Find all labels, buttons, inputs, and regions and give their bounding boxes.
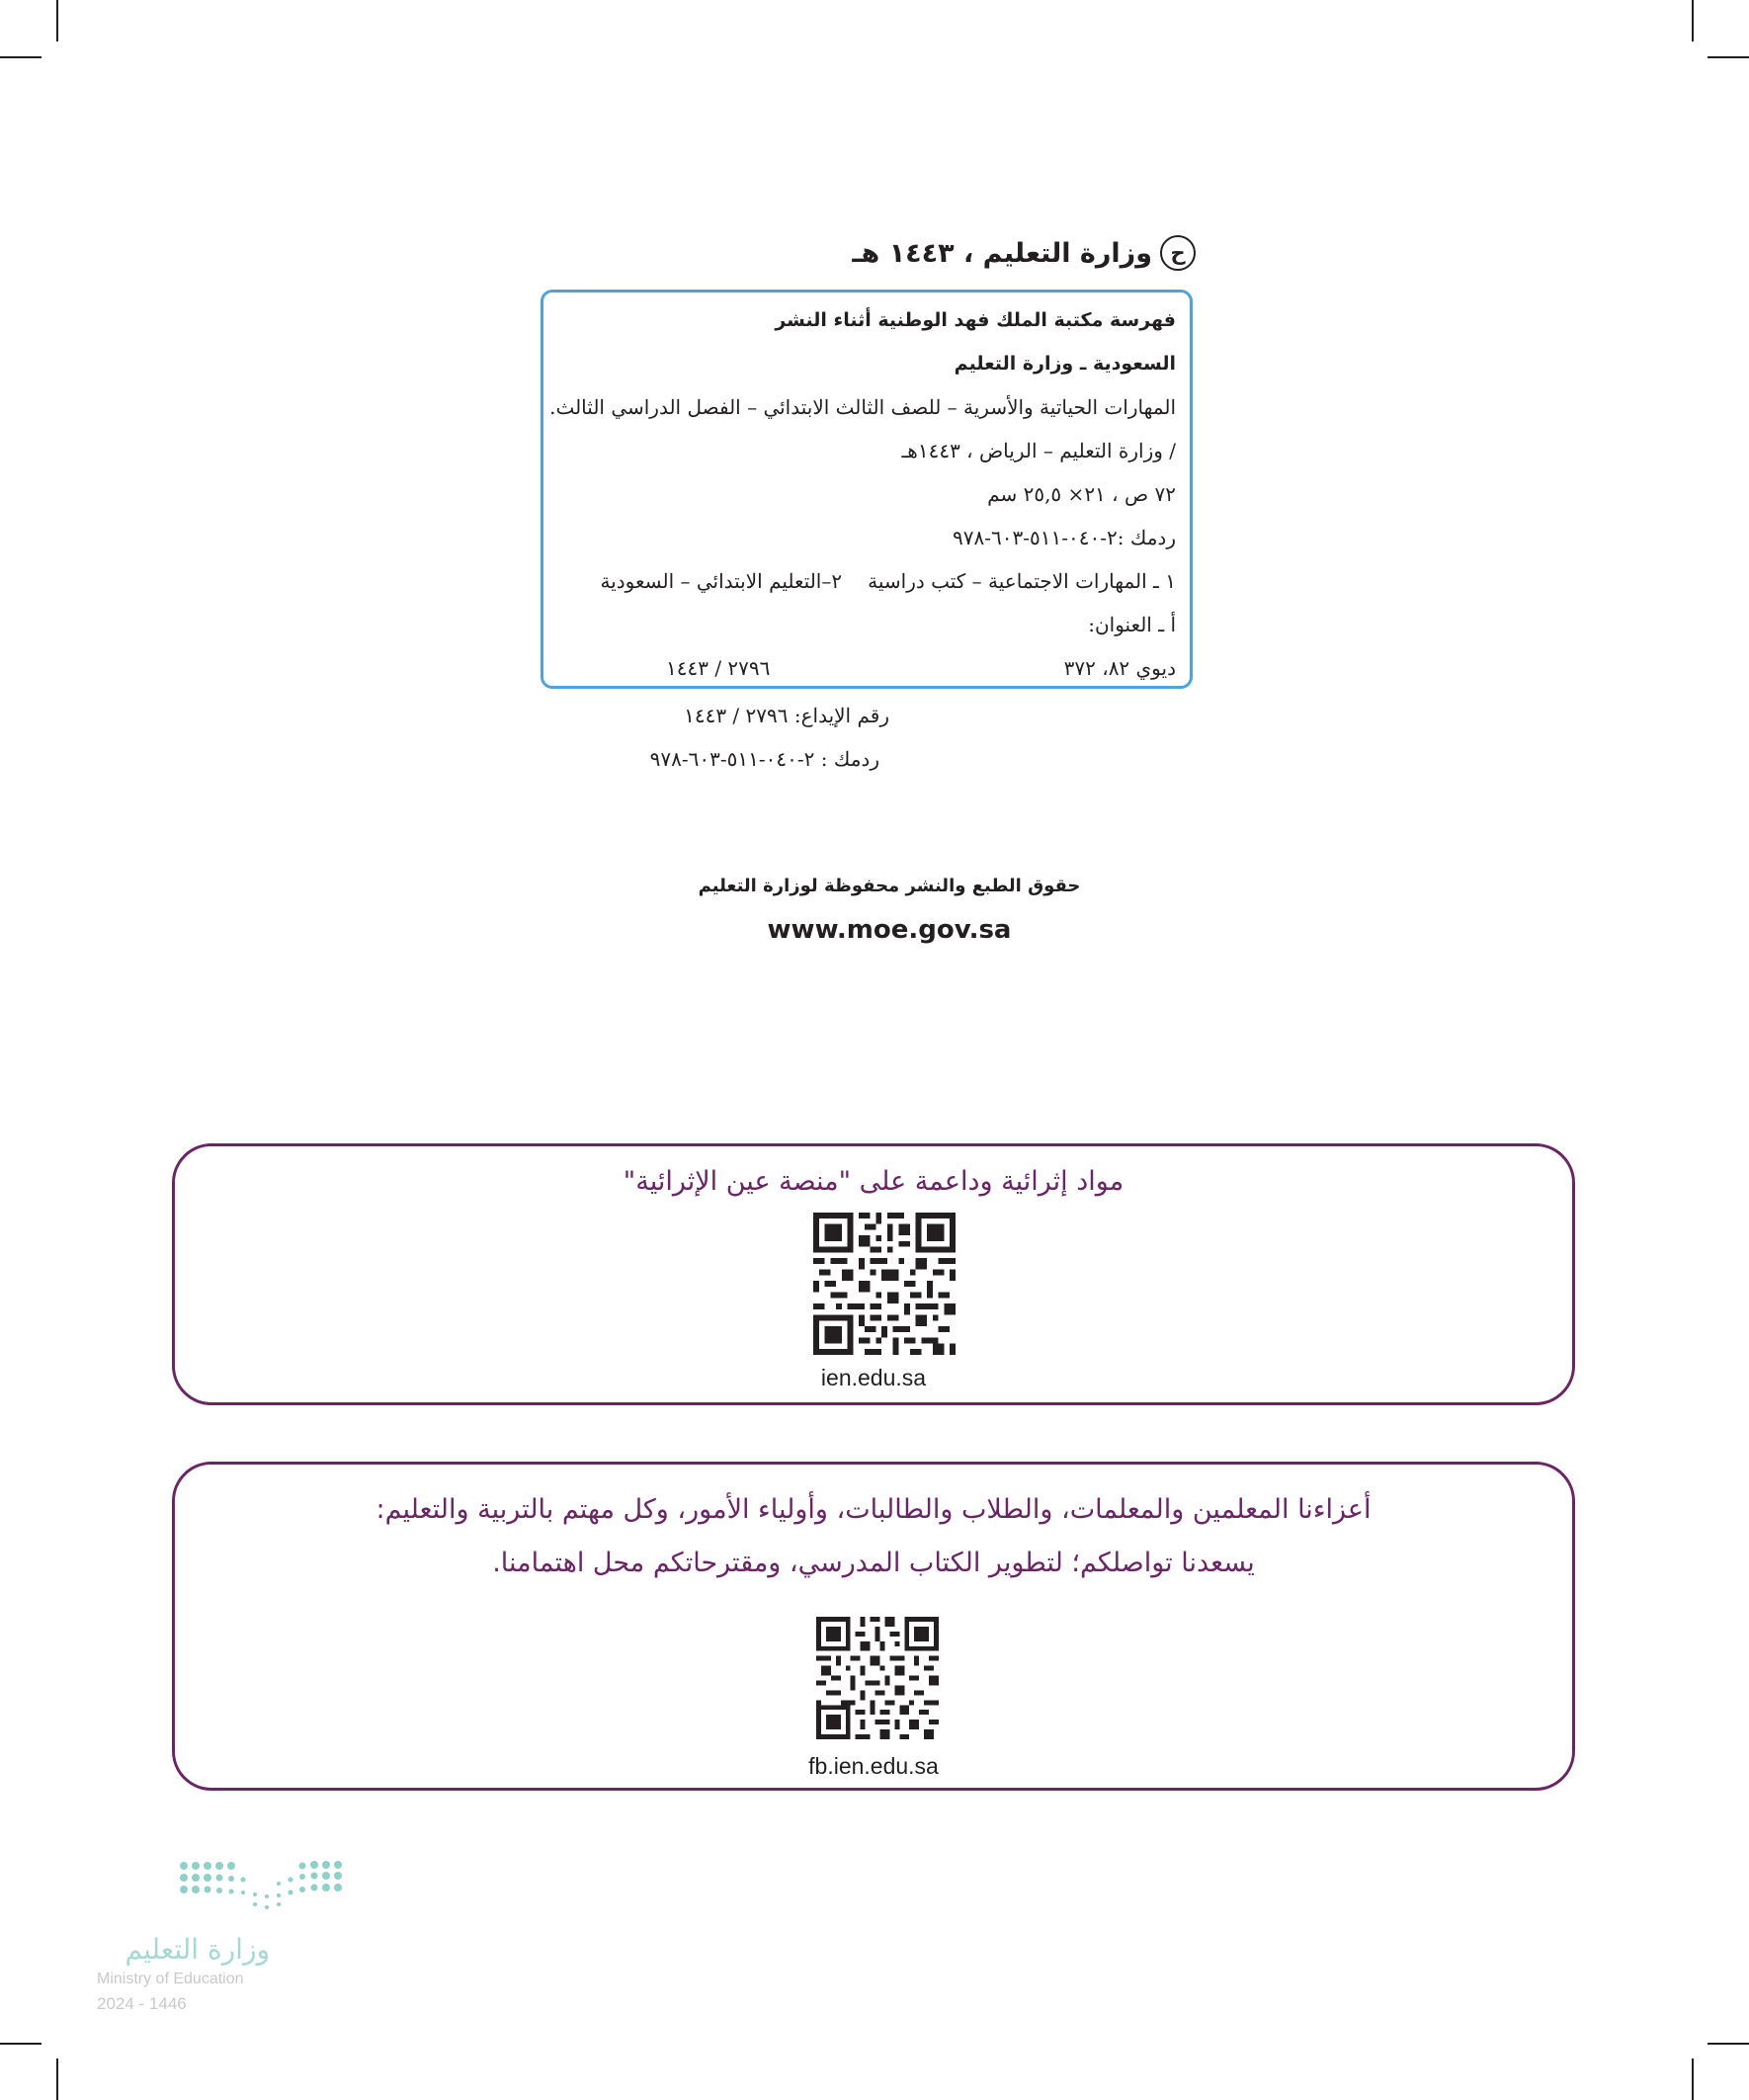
qr-code-icon[interactable] [816, 1617, 939, 1739]
deposit-number: رقم الإيداع: ٢٧٩٦ / ١٤٤٣ [684, 704, 889, 727]
copyright-symbol: ح [1160, 235, 1196, 271]
enrichment-title: مواد إثرائية وداعمة على "منصة عين الإثرائية" [623, 1166, 1124, 1197]
crop-mark [0, 2043, 42, 2045]
catalog-deposit-number: ٢٧٩٦ / ١٤٤٣ [666, 656, 771, 680]
logo-year: 2024 - 1446 [97, 1994, 187, 2013]
catalog-pages: ٧٢ ص ، ٢١× ٢٥,٥ سم [987, 482, 1176, 506]
rights-notice: حقوق الطبع والنشر محفوظة لوزارة التعليم [698, 876, 1081, 896]
catalog-subject-2: ٢–التعليم الابتدائي – السعودية [600, 569, 843, 593]
catalog-dewey-row [557, 646, 1176, 690]
logo-arabic-text: وزارة التعليم [125, 1933, 270, 1966]
feedback-box [172, 1462, 1575, 1791]
logo-english-text: Ministry of Education [97, 1971, 244, 1987]
deposit-isbn: ردمك : ٢-٠٤٠-٥١١-٦٠٣-٩٧٨ [649, 747, 879, 771]
website-link[interactable]: www.moe.gov.sa [767, 915, 1012, 945]
catalog-isbn: ردمك :٢-٠٤٠-٥١١-٦٠٣-٩٧٨ [953, 526, 1176, 549]
crop-mark [56, 0, 58, 42]
catalog-author: السعودية ـ وزارة التعليم [954, 353, 1176, 375]
catalog-subject-1: ١ ـ المهارات الاجتماعية – كتب دراسية [868, 569, 1176, 593]
catalog-title: فهرسة مكتبة الملك فهد الوطنية أثناء النشر [775, 309, 1176, 331]
feedback-line-1: أعزاءنا المعلمين والمعلمات، والطلاب والطالبات، وأولياء الأمور، وكل مهتم بالتربية والتعليم: [375, 1494, 1372, 1525]
enrichment-url[interactable]: ien.edu.sa [820, 1365, 927, 1390]
crop-mark [1707, 2043, 1749, 2045]
catalog-publisher: / وزارة التعليم – الرياض ، ١٤٤٣هـ [901, 439, 1176, 462]
catalog-title-entry: أ ـ العنوان: [1088, 613, 1176, 636]
crop-mark [1692, 2058, 1694, 2100]
ministry-logo [97, 1858, 383, 2016]
feedback-line-2: يسعدنا تواصلكم؛ لتطوير الكتاب المدرسي، ومقترحاتكم محل اهتمامنا. [492, 1548, 1255, 1578]
enrichment-box [172, 1143, 1575, 1405]
crop-mark [1707, 56, 1749, 58]
catalog-book-title: المهارات الحياتية والأسرية – للصف الثالث الابتدائي – الفصل الدراسي الثالث. [549, 395, 1176, 419]
catalog-subjects [557, 559, 1176, 603]
feedback-url[interactable]: fb.ien.edu.sa [808, 1753, 939, 1779]
dots-logo-icon [97, 1858, 354, 1937]
copyright-text: وزارة التعليم ، ١٤٤٣ هـ [852, 237, 1152, 269]
catalog-box [541, 290, 1193, 689]
crop-mark [0, 56, 42, 58]
crop-mark [56, 2058, 58, 2100]
qr-code-icon[interactable] [813, 1213, 956, 1355]
copyright-heading [810, 235, 1196, 271]
crop-mark [1692, 0, 1694, 42]
catalog-dewey: ديوي ٨٢، ٣٧٢ [1063, 656, 1176, 680]
